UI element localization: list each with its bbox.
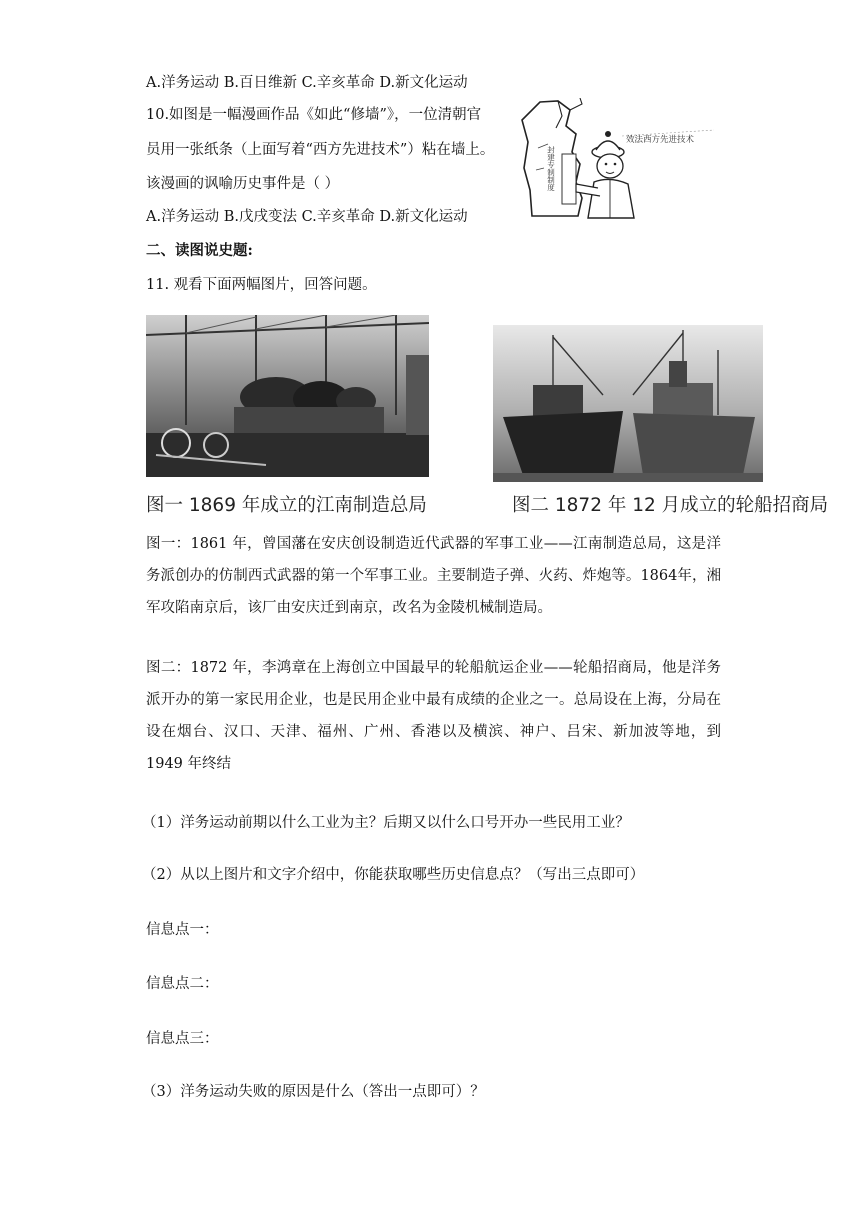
factory-interior-image [146, 315, 429, 477]
q10-line-1: 10.如图是一幅漫画作品《如此“修墙”》，一位清朝官 [146, 107, 482, 123]
figure-2-description: 图二：1872 年，李鸿章在上海创立中国最早的轮船航运企业——轮船招商局，他是洋务派开办的第一家民用企业，也是民用企业中最有成绩的企业之一。总局设在上海，分局在设在烟台、汉口、天津、福州、广州、香港以及横滨、神户、吕宋、新加波等地，到 1949 年终结 [146, 660, 721, 772]
steamships-image [493, 325, 763, 482]
figure-2-photo [493, 325, 763, 482]
sub-question-2: （2）从以上图片和文字介绍中，你能获取哪些历史信息点？（写出三点即可） [142, 867, 645, 883]
q10-options: A.洋务运动 B.戊戌变法 C.辛亥革命 D.新文化运动 [146, 209, 468, 225]
sub-question-1: （1）洋务运动前期以什么工业为主？后期又以什么口号开办一些民用工业？ [142, 815, 630, 831]
q9-options: A.洋务运动 B.百日维新 C.辛亥革命 D.新文化运动 [146, 75, 468, 91]
svg-text:封建专制制度: 封建专制制度 [546, 146, 556, 191]
info-point-2-label: 信息点二： [146, 976, 219, 992]
q11-prompt: 11. 观看下面两幅图片，回答问题。 [146, 277, 377, 293]
figure-1-description: 图一：1861 年，曾国藩在安庆创设制造近代武器的军事工业——江南制造总局，这是洋务派创办的仿制西式武器的第一个军事工业。主要制造子弹、火药、炸炮等。1864年，湘军攻陷南京后，该厂由安庆迁到南京，改名为金陵机械制造局。 [146, 536, 721, 616]
q10-line-2: 员用一张纸条（上面写着“西方先进技术”）粘在墙上。 [146, 142, 495, 158]
q10-line-3: 该漫画的讽喻历史事件是（ ） [146, 176, 340, 192]
figure-1-photo [146, 315, 429, 477]
info-point-1-label: 信息点一： [146, 922, 219, 938]
info-point-3-label: 信息点三： [146, 1031, 219, 1047]
sub-question-3: （3）洋务运动失败的原因是什么（答出一点即可）？ [142, 1084, 485, 1100]
section-2-title: 二、读图说史题: [146, 242, 253, 259]
figure-1-caption: 图一 1869 年成立的江南制造总局 [146, 495, 427, 516]
svg-text:效法西方先进技术: 效法西方先进技术 [626, 135, 695, 145]
cartoon-drawing [518, 98, 730, 220]
cartoon-illustration [518, 98, 730, 220]
figure-2-caption: 图二 1872 年 12 月成立的轮船招商局 [512, 495, 829, 516]
